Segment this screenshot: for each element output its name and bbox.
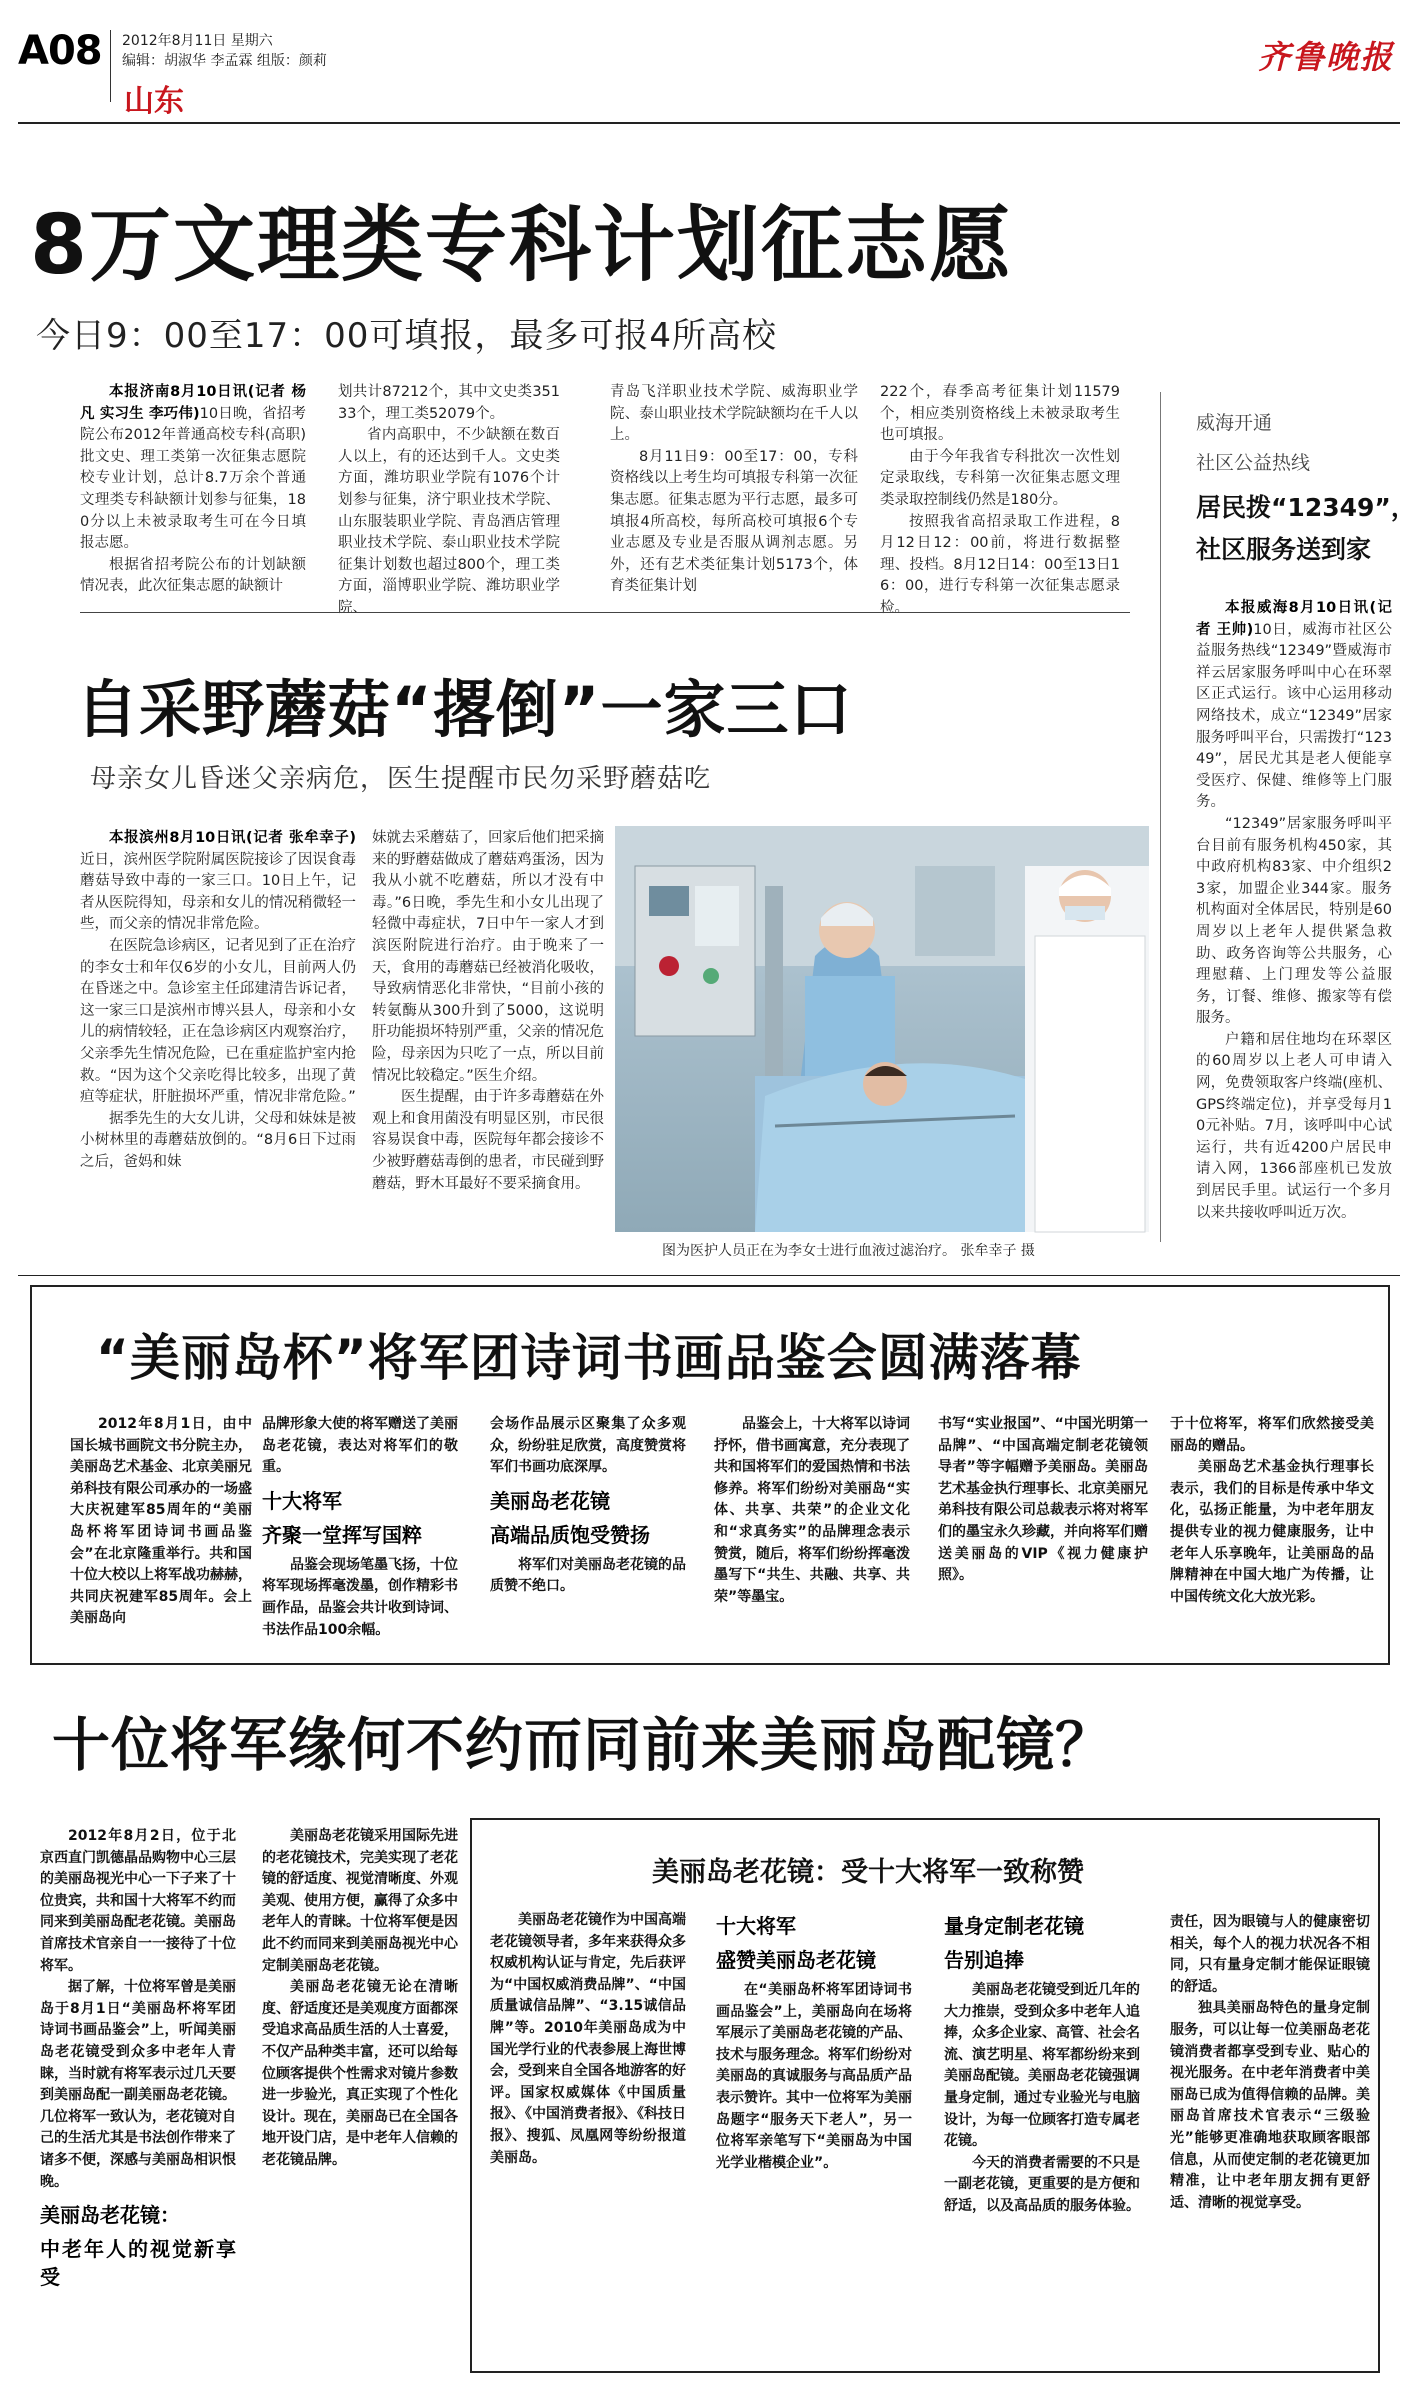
- section-rule-1: [18, 1275, 1400, 1276]
- story4-col1: 2012年8月2日，位于北京西直门凯德晶品购物中心三层的美丽岛视光中心一下子来了十位贵宾，共和国十大将军不约而同来到美丽岛配老花镜。美丽岛首席技术官亲自一一接待了十位将军。 据了解，十位将军曾是美丽岛于8月1日“美丽岛杯将军团诗词书画品鉴会”上，听闻美丽岛老花镜受到众多中老年人青睐，当时就有将军表示过几天要到美丽岛配一副美丽岛老花镜。几位将军一致认为，老花镜对自己的生活尤其是书法创作带来了诸多不便，深感与美丽岛相识恨晚。 美丽岛老花镜： 中老年人的视觉新享受: [40, 1828, 236, 2290]
- story4-box-title: 美丽岛老花镜：受十大将军一致称赞: [652, 1857, 1084, 1888]
- story1-headline: 8万文理类专科计划征志愿: [30, 198, 1014, 293]
- story4-col5-subhead2: 告别追捧: [944, 1948, 1024, 1972]
- story4-col1-subhead2: 中老年人的视觉新享受: [40, 2237, 236, 2290]
- masthead-divider: [110, 30, 111, 102]
- masthead-rule: [18, 122, 1400, 124]
- story3-col1: 2012年8月1日，由中国长城书画院文书分院主办，美丽岛艺术基金、北京美丽兄弟科技有限公司承办的一场盛大庆祝建军85周年的“美丽岛杯将军团诗词书画品鉴会”在北京隆重举行。共和国十位大校以上将军战功赫赫，共同庆祝建军85周年。会上美丽岛向: [70, 1416, 252, 1627]
- story3-col5: 书写“实业报国”、“中国光明第一品牌”、“中国高端定制老花镜领导者”等字幅赠予美丽岛。美丽岛艺术基金执行理事长、北京美丽兄弟科技有限公司总裁表示将对将军们的墨宝永久珍藏，并向将军们赠送美丽岛的VIP《视力健康护照》。: [938, 1416, 1148, 1584]
- story2-col2: 妹就去采蘑菇了，回家后他们把采摘来的野蘑菇做成了蘑菇鸡蛋汤，因为我从小就不吃蘑菇，所以才没有中毒。”6日晚，季先生和小女儿出现了轻微中毒症状，7日中午一家人才到滨医附院进行治疗。由于晚来了一天，食用的毒蘑菇已经被消化吸收，导致病情恶化非常快，“目前小孩的转氨酶从300升到了5000，这说明肝功能损坏特别严重，父亲的情况危险，母亲因为只吃了一点，所以目前情况比较稳定。”医生介绍。 医生提醒，由于许多毒蘑菇在外观上和食用菌没有明显区别，市民很容易误食中毒，医院每年都会接诊不少被野蘑菇毒倒的患者，市民碰到野蘑菇，野木耳最好不要采摘食用。: [372, 830, 604, 1192]
- sidebar-body: 本报威海8月10日讯(记者 王帅)10日，威海市社区公益服务热线“12349”暨威海市祥云居家服务呼叫中心在环翠区正式运行。该中心运用移动网络技术，成立“12349”居家服务呼叫平台，只需拨打“12349”，居民尤其是老人便能享受医疗、保健、维修等上门服务。 “12349”居家服务呼叫平台目前有服务机构450家，其中政府机构83家、中介组织23家，加盟企业344家。服务机构面对全体居民，特别是60周岁以上老年人提供紧急救助、政务咨询等公共服务，心理慰藉、上门理发等公益服务，订餐、维修、搬家等有偿服务。 户籍和居住地均在环翠区的60周岁以上老人可申请入网，免费领取客户终端(座机、GPS终端定位)，并享受每月10元补贴。7月，该呼叫中心试运行，共有近4200户居民申请入网，1366部座机已发放到居民手里。试运行一个多月以来共接收呼叫近万次。: [1196, 600, 1392, 1221]
- sidebar-kicker1: 威海开通: [1196, 412, 1273, 434]
- photo-caption: 图为医护人员正在为李女士进行血液过滤治疗。 张牟幸子 摄: [662, 1243, 1035, 1259]
- story3-col3: 会场作品展示区聚集了众多观众，纷纷驻足欣赏，高度赞赏将军们书画功底深厚。 美丽岛老花镜 高端品质饱受赞扬 将军们对美丽岛老花镜的品质赞不绝口。: [490, 1416, 686, 1595]
- story3-headline: “美丽岛杯”将军团诗词书画品鉴会圆满落幕: [96, 1329, 1082, 1387]
- story4-col4: 十大将军 盛赞美丽岛老花镜 在“美丽岛杯将军团诗词书画品鉴会”上，美丽岛向在场将军展示了美丽岛老花镜的产品、技术与服务理念。将军们纷纷对美丽岛的真诚服务与高品质产品表示赞许。其中一位将军为美丽岛题字“服务天下老人”，另一位将军亲笔写下“美丽岛为中国光学业楷模企业”。: [716, 1914, 912, 2171]
- section-name: 山东: [124, 84, 184, 119]
- story1-col2: 划共计87212个，其中文史类35133个，理工类52079个。 省内高职中，不少缺额在数百人以上，有的还达到千人。文史类方面，潍坊职业学院有1076个计划参与征集，济宁职业技术学院、山东服装职业学院、青岛酒店管理职业技术学院、泰山职业技术学院征集计划数也超过800个，理工类方面，淄博职业学院、潍坊职业学院、: [338, 384, 560, 616]
- story4-col6: 责任，因为眼镜与人的健康密切相关，每个人的视力状况各不相同，只有量身定制才能保证眼镜的舒适。 独具美丽岛特色的量身定制服务，可以让每一位美丽岛老花镜消费者都享受到专业、贴心的视光服务。在中老年消费者中美丽岛已成为值得信赖的品牌。美丽岛首席技术官表示“三级验光”能够更准确地获取顾客眼部信息，从而使定制的老花镜更加精准，让中老年朋友拥有更舒适、清晰的视觉享受。: [1170, 1914, 1370, 2211]
- story1-col3: 青岛飞洋职业技术学院、威海职业学院、泰山职业技术学院缺额均在千人以上。 8月11日9：00至17：00，专科资格线以上考生均可填报专科第一次征集志愿。征集志愿为平行志愿，最多可填报4所高校，每所高校可填报6个专业志愿及专业是否服从调剂志愿。另外，还有艺术类征集计划5173个，体育类征集计划: [610, 384, 858, 595]
- story4-col1-subhead: 美丽岛老花镜：: [40, 2203, 180, 2228]
- sidebar-divider: [1160, 392, 1161, 1242]
- story3-col2-subhead: 十大将军: [262, 1488, 342, 1513]
- story4-col5: 量身定制老花镜 告别追捧 美丽岛老花镜受到近几年的大力推崇，受到众多中老年人追捧，众多企业家、高管、社会名流、演艺明星、将军都纷纷来到美丽岛配镜。美丽岛老花镜强调量身定制，通过专业验光与电脑设计，为每一位顾客打造专属老花镜。 今天的消费者需要的不只是一副老花镜，更重要的是方便和舒适，以及高品质的服务体验。: [944, 1914, 1140, 2214]
- story2-headline: 自采野蘑菇“撂倒”一家三口: [76, 673, 853, 746]
- sidebar-headline1: 居民拨“12349”，: [1196, 493, 1416, 522]
- hospital-photo: [615, 826, 1149, 1232]
- page-number: A08: [18, 28, 102, 74]
- story1-subhead: 今日9：00至17：00可填报，最多可报4所高校: [36, 316, 778, 356]
- story2-col1: 本报滨州8月10日讯(记者 张牟幸子)近日，滨州医学院附属医院接诊了因误食毒蘑菇导致中毒的一家三口。10日上午，记者从医院得知，母亲和女儿的情况稍微轻一些，而父亲的情况非常危险。 在医院急诊病区，记者见到了正在治疗的李女士和年仅6岁的小女儿，目前两人仍在昏迷之中。急诊室主任邱建清告诉记者，这一家三口是滨州市博兴县人，母亲和小女儿的病情较轻，正在急诊病区内观察治疗，父亲季先生情况危险，已在重症监护室内抢救。“因为这个父亲吃得比较多，出现了黄疸等症状，肝脏损坏严重，情况非常危险。” 据季先生的大女儿讲，父母和妹妹是被小树林里的毒蘑菇放倒的。“8月6日下过雨之后，爸妈和妹: [80, 830, 356, 1170]
- story4-col4-subhead: 十大将军: [716, 1914, 796, 1938]
- story1-col1: 本报济南8月10日讯(记者 杨凡 实习生 李巧伟)10日晚，省招考院公布2012年普通高校专科(高职)批文史、理工类第一次征集志愿院校专业计划，总计8.7万余个普通文理类专科缺额计划参与征集，180分以上未被录取考生可在今日填报志愿。 根据省招考院公布的计划缺额情况表，此次征集志愿的缺额计: [80, 384, 307, 595]
- sidebar-headline2: 社区服务送到家: [1196, 535, 1372, 564]
- date-line: 2012年8月11日 星期六: [122, 33, 273, 49]
- editors-line: 编辑：胡淑华 李孟霖 组版：颜莉: [122, 53, 327, 69]
- story1-col4: 222个，春季高考征集计划11579个，相应类别资格线上未被录取考生也可填报。 由于今年我省专科批次一次性划定录取线，专科第一次征集志愿文理类录取控制线仍然是180分。 按照我省高招录取工作进程，8月12日12：00前，将进行数据整理、投档。8月12日14：00至13日16：00，进行专科第一次征集志愿录检。: [880, 384, 1120, 616]
- story3-col3-subhead2: 高端品质饱受赞扬: [490, 1522, 650, 1547]
- story3-col2: 品牌形象大使的将军赠送了美丽岛老花镜，表达对将军们的敬重。 十大将军 齐聚一堂挥写国粹 品鉴会现场笔墨飞扬，十位将军现场挥毫泼墨，创作精彩书画作品，品鉴会共计收到诗词、书法作品100余幅。: [262, 1416, 458, 1638]
- story3-col3-subhead: 美丽岛老花镜: [490, 1488, 610, 1513]
- story3-col2-subhead2: 齐聚一堂挥写国粹: [262, 1522, 422, 1547]
- story1-bottom-rule: [80, 612, 1130, 613]
- paper-logo: 齐鲁晚报: [1258, 38, 1395, 76]
- story4-col4-subhead2: 盛赞美丽岛老花镜: [716, 1948, 876, 1972]
- story4-col5-subhead: 量身定制老花镜: [944, 1914, 1084, 1938]
- sidebar-kicker2: 社区公益热线: [1196, 452, 1311, 474]
- story3-col6: 于十位将军，将军们欣然接受美丽岛的赠品。 美丽岛艺术基金执行理事长表示，我们的目标是传承中华文化，弘扬正能量，为中老年朋友提供专业的视力健康服务，让中老年人乐享晚年，让美丽岛的品牌精神在中国大地广为传播，让中国传统文化大放光彩。: [1170, 1416, 1374, 1605]
- hospital-scene-illustration: [615, 826, 1149, 1232]
- story2-subhead: 母亲女儿昏迷父亲病危，医生提醒市民勿采野蘑菇吃: [90, 764, 712, 794]
- story4-col3: 美丽岛老花镜作为中国高端老花镜领导者，多年来获得众多权威机构认证与肯定，先后获评为“中国权威消费品牌”、“中国质量诚信品牌”、“3.15诚信品牌”等。2010年美丽岛成为中国光学行业的代表参展上海世博会，受到来自全国各地游客的好评。国家权威媒体《中国质量报》、《中国消费者报》、《科技日报》、搜狐、凤凰网等纷纷报道美丽岛。: [490, 1912, 686, 2166]
- story4-col2: 美丽岛老花镜采用国际先进的老花镜技术，完美实现了老花镜的舒适度、视觉清晰度、外观美观、使用方便，赢得了众多中老年人的青睐。十位将军便是因此不约而同来到美丽岛视光中心定制美丽岛老花镜。 美丽岛老花镜无论在清晰度、舒适度还是美观度方面都深受追求高品质生活的人士喜爱，不仅产品种类丰富，还可以给每位顾客提供个性需求对镜片参数进一步验光，真正实现了个性化设计。现在，美丽岛已在全国各地开设门店，是中老年人信赖的老花镜品牌。: [262, 1828, 458, 2168]
- story3-col4: 品鉴会上，十大将军以诗词抒怀，借书画寓意，充分表现了共和国将军们的爱国热情和书法修养。将军们纷纷对美丽岛“实体、共享、共荣”的企业文化和“求真务实”的品牌理念表示赞赏，随后，将军们纷纷挥毫泼墨写下“共生、共融、共享、共荣”等墨宝。: [714, 1416, 910, 1605]
- story4-headline: 十位将军缘何不约而同前来美丽岛配镜？: [52, 1711, 1115, 1779]
